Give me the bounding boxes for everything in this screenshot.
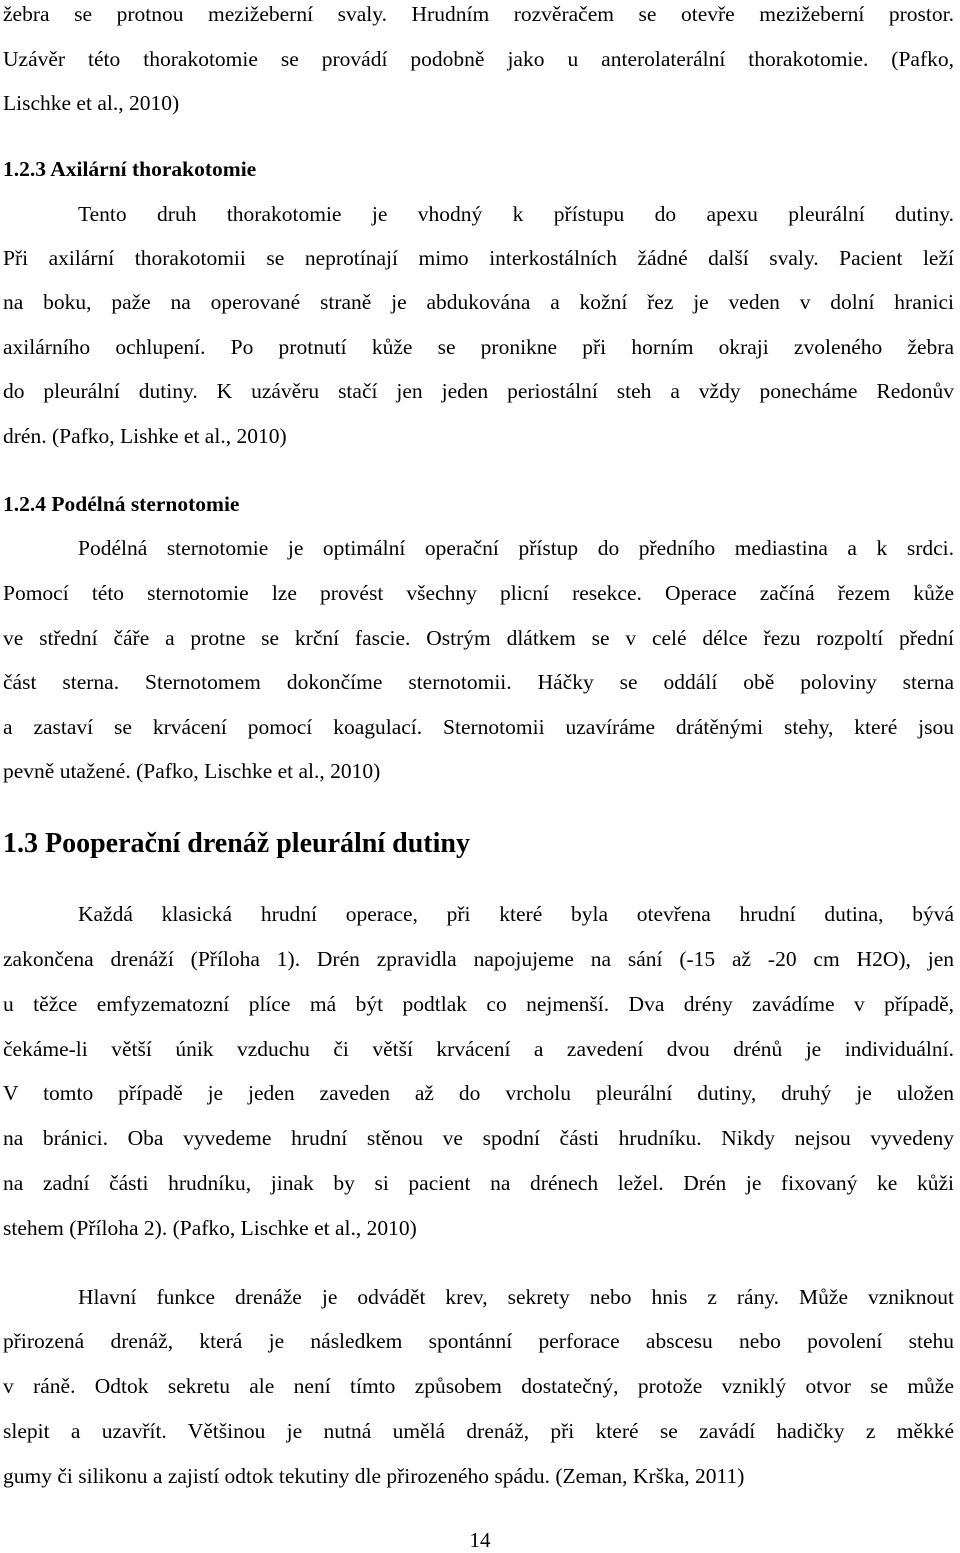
- section-heading-1-3: 1.3 Pooperační drenáž pleurální dutiny: [3, 828, 470, 859]
- paragraph-line: V tomto případě je jeden zaveden až do vrcholu pleurální dutiny, druhý je uložen: [3, 1081, 954, 1105]
- paragraph-line: Tento druh thorakotomie je vhodný k přístupu do apexu pleurální dutiny.: [78, 202, 954, 226]
- page-number: 14: [469, 1528, 491, 1552]
- paragraph-line: pevně utažené. (Pafko, Lischke et al., 2010): [3, 759, 381, 783]
- paragraph-line: Podélná sternotomie je optimální operační přístup do předního mediastina a k srdci.: [78, 536, 954, 560]
- paragraph-line: axilárního ochlupení. Po protnutí kůže se pronikne při horním okraji zvoleného žebra: [3, 335, 954, 359]
- paragraph-line: na zadní části hrudníku, jinak by si pacient na drénech ležel. Drén je fixovaný ke kůži: [3, 1171, 954, 1195]
- paragraph-line: Uzávěr této thorakotomie se provádí podobně jako u anterolaterální thorakotomie. (Pafko,: [3, 47, 954, 71]
- section-heading-1-2-4: 1.2.4 Podélná sternotomie: [3, 492, 240, 516]
- paragraph-line: v ráně. Odtok sekretu ale není tímto způsobem dostatečný, protože vzniklý otvor se může: [3, 1374, 954, 1398]
- paragraph-line: Pomocí této sternotomie lze provést všechny plicní resekce. Operace začíná řezem kůže: [3, 581, 954, 605]
- paragraph-line: Hlavní funkce drenáže je odvádět krev, sekrety nebo hnis z rány. Může vzniknout: [78, 1285, 954, 1309]
- paragraph-line: přirozená drenáž, která je následkem spontánní perforace abscesu nebo povolení stehu: [3, 1329, 954, 1353]
- paragraph-line: drén. (Pafko, Lishke et al., 2010): [3, 424, 287, 448]
- paragraph-line: Při axilární thorakotomii se neprotínají mimo interkostálních žádné další svaly. Pacient leží: [3, 246, 954, 270]
- paragraph-line: slepit a uzavřít. Většinou je nutná umělá drenáž, při které se zavádí hadičky z měkké: [3, 1419, 954, 1443]
- paragraph-line: a zastaví se krvácení pomocí koagulací. Sternotomii uzavíráme drátěnými stehy, které jsou: [3, 715, 954, 739]
- paragraph-line: Lischke et al., 2010): [3, 91, 180, 115]
- paragraph-line: gumy či silikonu a zajistí odtok tekutiny dle přirozeného spádu. (Zeman, Krška, 2011): [3, 1464, 745, 1488]
- paragraph-line: čekáme-li větší únik vzduchu či větší krvácení a zavedení dvou drénů je individuální.: [3, 1037, 954, 1061]
- paragraph-line: zakončena drenáží (Příloha 1). Drén zpravidla napojujeme na sání (-15 až -20 cm H2O), jen: [3, 947, 954, 971]
- paragraph-line: u těžce emfyzematozní plíce má být podtlak co nejmenší. Dva drény zavádíme v případě,: [3, 992, 954, 1016]
- paragraph-line: Každá klasická hrudní operace, při které byla otevřena hrudní dutina, bývá: [78, 902, 954, 926]
- paragraph-line: žebra se protnou mezižeberní svaly. Hrudním rozvěračem se otevře mezižeberní prostor.: [3, 2, 954, 26]
- section-heading-1-2-3: 1.2.3 Axilární thorakotomie: [3, 157, 257, 181]
- paragraph-line: stehem (Příloha 2). (Pafko, Lischke et al., 2010): [3, 1216, 417, 1240]
- paragraph-line: ve střední čáře a protne se krční fascie. Ostrým dlátkem se v celé délce řezu rozpoltí přední: [3, 626, 954, 650]
- paragraph-line: na boku, paže na operované straně je abdukována a kožní řez je veden v dolní hranici: [3, 290, 954, 314]
- paragraph-line: na bránici. Oba vyvedeme hrudní stěnou ve spodní části hrudníku. Nikdy nejsou vyvedeny: [3, 1126, 954, 1150]
- paragraph-line: část sterna. Sternotomem dokončíme sternotomii. Háčky se oddálí obě poloviny sterna: [3, 670, 954, 694]
- paragraph-line: do pleurální dutiny. K uzávěru stačí jen jeden periostální steh a vždy ponecháme Redonův: [3, 379, 954, 403]
